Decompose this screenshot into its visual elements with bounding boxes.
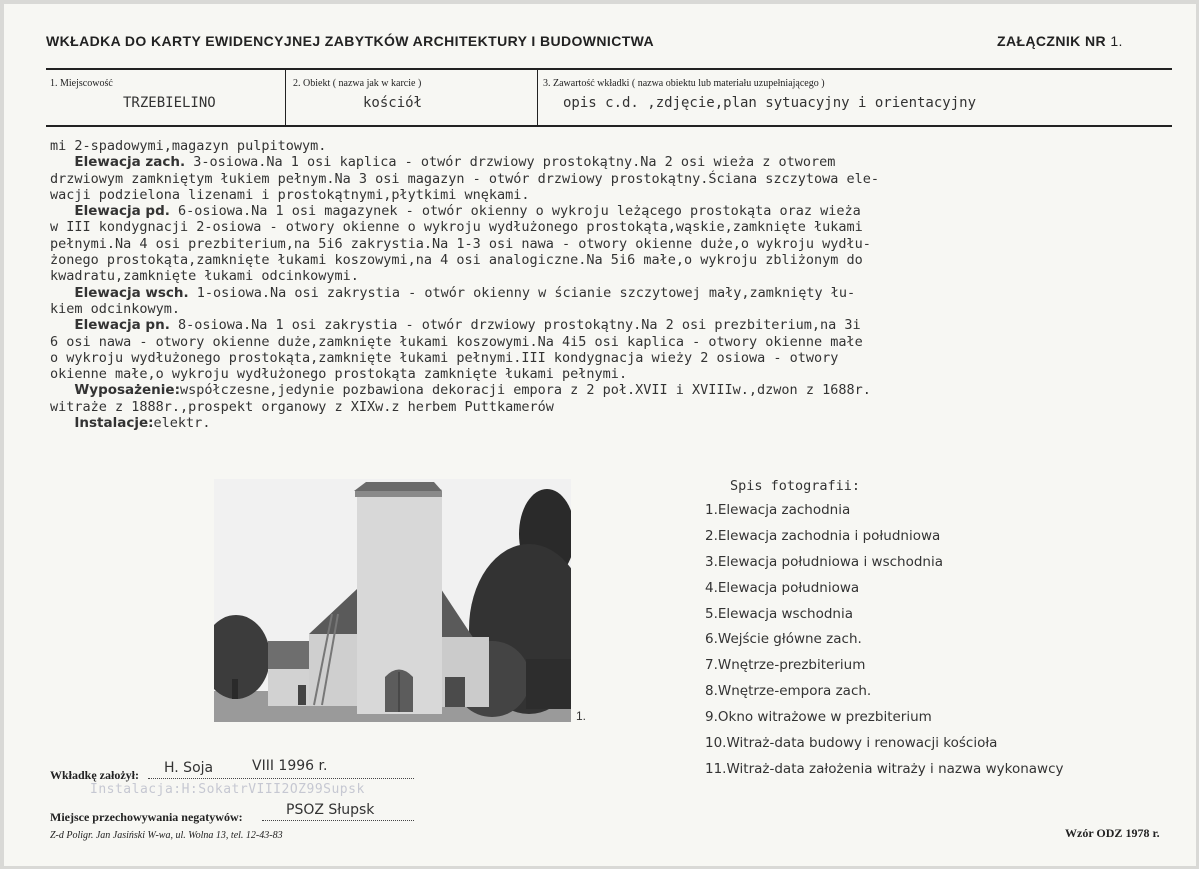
paragraph-east-elevation: 1-osiowa.Na osi zakrystia - otwór okienny w ścianie szczytowej mały,zamknięty łu- kiem odcinkowym. (50, 284, 856, 317)
place-value: TRZEBIELINO (123, 95, 216, 111)
list-item: 3.Elewacja południowa i wschodnia (705, 553, 943, 570)
heading-east-elevation: Elewacja wsch. (74, 284, 189, 301)
contents-value: opis c.d. ,zdjęcie,plan sytuacyjny i orientacyjny (563, 95, 977, 111)
object-value: kościół (363, 95, 423, 111)
description-text (50, 138, 1110, 431)
negatives-location: PSOZ Słupsk (286, 802, 375, 818)
paragraph-west-elevation: 3-osiowa.Na 1 osi kaplica - otwór drzwiowy prostokątny.Na 2 osi wieża z otworem drzwiowym zamkniętym łukiem pełnym.Na 3 osi magazyn - otwór drzwiowy prostokątny.Ściana szczytowa ele- wacji podzielona lizenami i prostokątnymi,płytkimi wnękami. (50, 154, 880, 203)
list-item: 4.Elewacja południowa (705, 579, 860, 596)
list-item: 1.Elewacja zachodnia (705, 502, 851, 518)
photo-number: 1. (576, 709, 587, 723)
paragraph-continuation: mi 2-spadowymi,magazyn pulpitowym. (50, 138, 327, 154)
list-item: 6.Wejście główne zach. (705, 631, 862, 648)
author-label: Wkładkę założył: (50, 768, 139, 782)
list-item: 9.Okno witrażowe w prezbiterium (705, 709, 932, 726)
author-date: VIII 1996 r. (252, 758, 328, 774)
object-label: 2. Obiekt ( nazwa jak w karcie ) (293, 78, 422, 89)
church-photo (214, 479, 571, 722)
photo-list (705, 502, 1064, 787)
attachment-label (997, 33, 1123, 49)
list-item: 2.Elewacja zachodnia i południowa (705, 527, 941, 544)
attachment-text: ZAŁĄCZNIK NR (997, 33, 1107, 49)
heading-west-elevation: Elewacja zach. (74, 154, 186, 171)
list-item: 5.Elewacja wschodnia (705, 605, 853, 622)
list-item: 10.Witraż-data budowy i renowacji kościoła (705, 735, 998, 752)
negatives-dotted-line (262, 820, 414, 821)
list-item: 8.Wnętrze-empora zach. (705, 683, 872, 700)
header-rule-top (46, 68, 1172, 70)
list-item: 11.Witraż-data założenia witraży i nazwa wykonawcy (705, 760, 1064, 777)
heading-south-elevation: Elewacja pd. (74, 203, 170, 220)
paragraph-installations: elektr. (153, 415, 211, 432)
field-divider-1 (285, 70, 286, 126)
paragraph-south-elevation: 6-osiowa.Na 1 osi magazynek - otwór okienny o wykroju leżącego prostokąta oraz wieża w III kondygnacji 2-osiowa - otwory okienne o wykroju wydłużonego prostokąta,wąskie,zamknięte łukami pełnymi.Na 4 osi prezbiterium,na 5i6 zakrystia.Na 1-3 osi nawa - otwory okienne duże,o wykroju wydłu- żonego prostokąta,zamknięte łukami koszowymi,na 4 osi analogiczne.Na 5i6 małe,o wykroju zbliżonym do kwadratu,zamknięte łukami odcinkowymi. (50, 203, 871, 285)
heading-north-elevation: Elewacja pn. (74, 317, 170, 334)
heading-furnishings: Wyposażenie: (74, 382, 180, 399)
printer-imprint: Z-d Poligr. Jan Jasiński W-wa, ul. Wolna 13, tel. 12-43-83 (50, 830, 283, 841)
place-label: 1. Miejscowość (50, 78, 113, 89)
paragraph-furnishings: współczesne,jedynie pozbawiona dekoracji empora z 2 poł.XVII i XVIIIw.,dzwon z 1688r. witraże z 1888r.,prospekt organowy z XIXw.z herbem Puttkamerów (50, 382, 871, 415)
photo-list-title: Spis fotografii: (730, 478, 861, 494)
negatives-label: Miejsce przechowywania negatywów: (50, 810, 243, 824)
list-item: 7.Wnętrze-prezbiterium (705, 657, 866, 674)
document-title: WKŁADKA DO KARTY EWIDENCYJNEJ ZABYTKÓW ARCHITEKTURY I BUDOWNICTWA (46, 33, 655, 49)
header-rule-bottom (46, 125, 1172, 127)
author-name: H. Soja (164, 760, 214, 776)
field-divider-2 (537, 70, 538, 126)
heading-installations: Instalacje: (74, 415, 154, 432)
paragraph-north-elevation: 8-osiowa.Na 1 osi zakrystia - otwór drzwiowy prostokątny.Na 2 osi prezbiterium,na 3i 6 osi nawa - otwory okienne duże,zamknięte łukami koszowymi.Na 4i5 osi kaplica - otwory okienne małe o wykroju wydłużonego prostokąta,zamknięte łukami pełnymi.III kondygnacja wieży 2 osiowa - otwory okienne małe,o wykroju wydłużonego prostokąta zamknięte łukami pełnymi. (50, 317, 863, 383)
attachment-number: 1. (1110, 33, 1123, 49)
contents-label: 3. Zawartość wkładki ( nazwa obiektu lub materiału uzupełniającego ) (543, 78, 825, 89)
form-version: Wzór ODZ 1978 r. (1065, 826, 1160, 840)
faded-stamp: Instalacja:H:SokatrVIII2OZ99Supsk (90, 782, 365, 797)
author-dotted-line (148, 778, 414, 779)
